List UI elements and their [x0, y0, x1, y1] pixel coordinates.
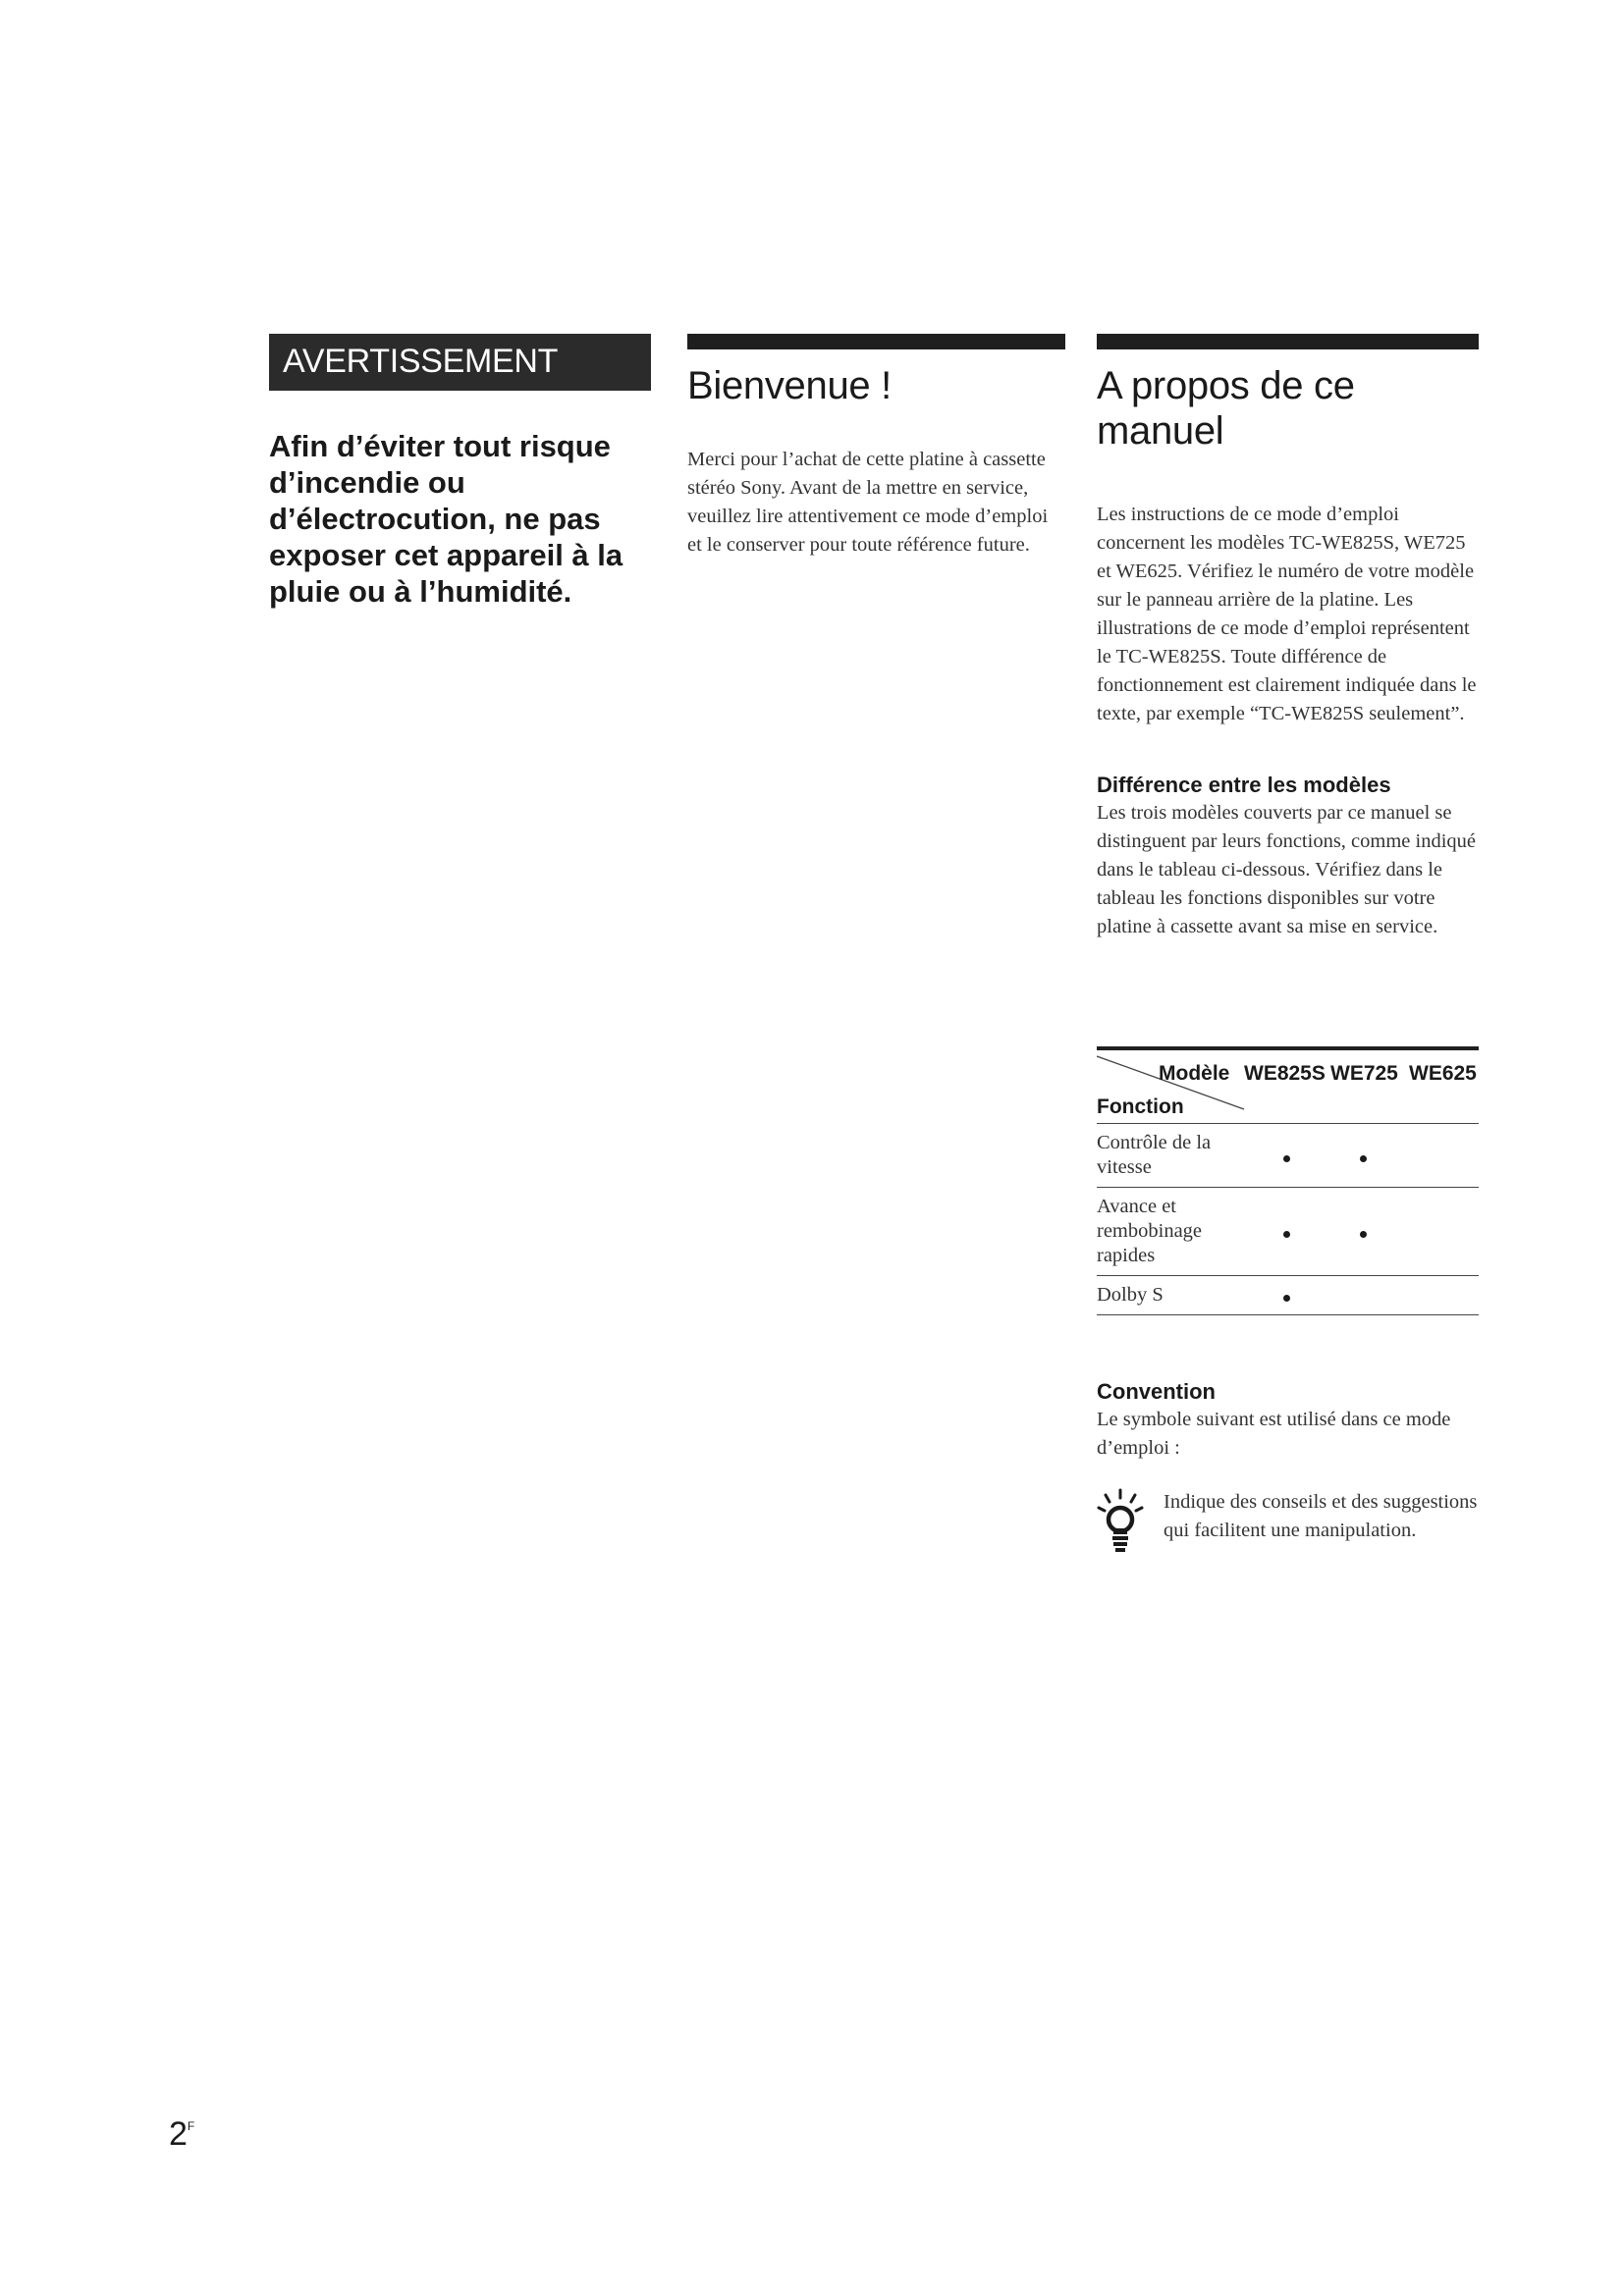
table-header-function: Fonction — [1097, 1095, 1184, 1118]
availability-dot — [1283, 1231, 1290, 1238]
tip-text: Indique des conseils et des suggestions qui facilitent une manipulation. — [1164, 1491, 1478, 1541]
warning-title: AVERTISSEMENT — [269, 334, 651, 391]
page-number-suffix: F — [187, 2119, 195, 2133]
table-row-function: Avance et rembobinage rapides — [1097, 1196, 1203, 1266]
about-column — [1097, 334, 1479, 1541]
models-table — [1097, 1046, 1479, 1315]
availability-dot — [1283, 1155, 1290, 1162]
table-row-function: Contrôle de la vitesse — [1097, 1132, 1212, 1178]
availability-dot — [1360, 1231, 1367, 1238]
table-header — [1097, 1050, 1479, 1124]
welcome-rule — [687, 334, 1065, 349]
availability-dot — [1360, 1155, 1367, 1162]
difference-text: Les trois modèles couverts par ce manuel se distinguent par leurs fonctions, comme indiqué dans le tableau ci-dessous. Vérifiez dans le tableau les fonctions disponibles sur votre platine à cassette avant sa mise en service. — [1097, 802, 1477, 937]
welcome-title: Bienvenue ! — [687, 364, 892, 407]
table-row-function: Dolby S — [1097, 1284, 1164, 1306]
table-row — [1097, 1124, 1479, 1188]
welcome-column — [687, 334, 1065, 560]
table-row — [1097, 1188, 1479, 1276]
table-col-we725: WE725 — [1330, 1062, 1398, 1085]
convention-title: Convention — [1097, 1379, 1216, 1404]
table-col-we625: WE625 — [1409, 1062, 1477, 1085]
page-number-value: 2 — [169, 2115, 188, 2153]
table-col-we825s: WE825S — [1244, 1062, 1326, 1085]
convention-text: Le symbole suivant est utilisé dans ce mode d’emploi : — [1097, 1409, 1451, 1459]
about-rule — [1097, 334, 1479, 349]
about-intro: Les instructions de ce mode d’emploi concernent les modèles TC-WE825S, WE725 et WE625. Vérifiez le numéro de votre modèle sur le panneau arrière de la platine. Les illustrations de ce mode d’emploi représentent le TC-WE825S. Toute différence de fonctionnement est clairement indiquée dans le texte, par exemple “TC-WE825S seulement”. — [1097, 504, 1477, 724]
welcome-text: Merci pour l’achat de cette platine à cassette stéréo Sony. Avant de la mettre en service, veuillez lire attentivement ce mode d’emploi et le conserver pour toute référence future. — [687, 449, 1049, 556]
page-number — [169, 2115, 194, 2154]
warning-column — [269, 334, 651, 610]
light-bulb-icon — [1097, 1488, 1144, 1559]
about-title: A propos de ce manuel — [1097, 364, 1355, 453]
table-header-model: Modèle — [1159, 1062, 1230, 1085]
difference-title: Différence entre les modèles — [1097, 773, 1391, 797]
availability-dot — [1283, 1295, 1290, 1302]
warning-text: Afin d’éviter tout risque d’incendie ou d’électrocution, ne pas exposer cet appareil à la pluie ou à l’humidité. — [269, 429, 623, 609]
table-body — [1097, 1124, 1479, 1315]
table-row — [1097, 1276, 1479, 1315]
